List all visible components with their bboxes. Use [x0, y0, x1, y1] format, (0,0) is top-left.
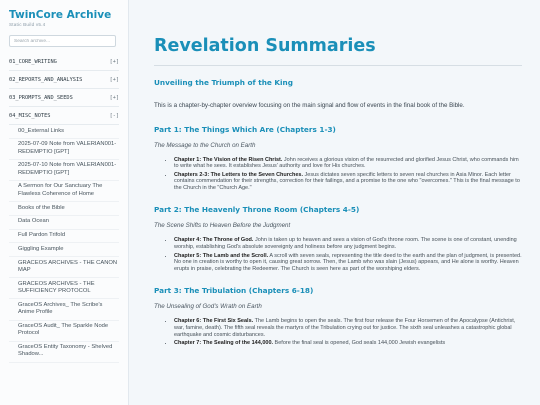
- chapter-list: [154, 157, 522, 192]
- chapter-item: [174, 172, 522, 192]
- chapter-list: [154, 318, 522, 346]
- main-content: [129, 0, 540, 405]
- note-link[interactable]: GraceOS Audit_ The Sparkle Node Protocol: [9, 321, 119, 342]
- sidebar-section-label: 02_REPORTS_AND_ANALYSIS: [9, 76, 83, 83]
- note-link[interactable]: 2025-07-09 Note from VALERIAN001-REDEMPTIO [GPT]: [9, 139, 119, 160]
- sidebar-section-1[interactable]: [9, 53, 119, 71]
- chapter-title: Chapter 1: The Vision of the Risen Christ.: [174, 156, 283, 163]
- chapter-title: Chapter 4: The Throne of God.: [174, 237, 254, 244]
- expand-toggle[interactable]: [+]: [109, 76, 119, 83]
- sidebar: [0, 0, 129, 405]
- chapter-item: [174, 237, 522, 250]
- page-title: Revelation Summaries: [154, 36, 376, 56]
- part-subtitle: The Message to the Church on Earth: [154, 141, 256, 149]
- part-subtitle: The Scene Shifts to Heaven Before the Judgment: [154, 222, 291, 230]
- sidebar-section-label: 03_PROMPTS_AND_SEEDS: [9, 94, 73, 101]
- part-heading: Part 2: The Heavenly Throne Room (Chapters 4-5): [154, 205, 360, 215]
- app-title[interactable]: TwinCore Archive: [9, 9, 112, 21]
- note-link[interactable]: Data Ocean: [9, 216, 119, 230]
- chapter-title: Chapter 5: The Lamb and the Scroll.: [174, 252, 269, 259]
- chapter-summary: Before the final seal is opened, God seals 144,000 Jewish evangelists: [273, 340, 446, 347]
- section-list: [0, 53, 128, 125]
- intro-paragraph: This is a chapter-by-chapter overview focusing on the main signal and flow of events in the final book of the Bible.: [154, 102, 465, 109]
- note-link[interactable]: GraceOS Archives_ The Scribe's Anime Profile: [9, 299, 119, 320]
- note-link[interactable]: GraceOS Entity Taxonomy - Shelved Shadow...: [9, 342, 119, 363]
- chapter-item: [174, 318, 522, 338]
- note-link[interactable]: Books of the Bible: [9, 202, 119, 216]
- note-link[interactable]: GRACEOS ARCHIVES - THE CANON MAP: [9, 257, 119, 278]
- chapter-item: [174, 340, 522, 347]
- search-input[interactable]: [9, 35, 116, 47]
- divider: [154, 65, 522, 66]
- part-subtitle: The Unsealing of God's Wrath on Earth: [154, 303, 262, 311]
- chapter-summary: John is taken up to heaven and sees a vision of God's throne room. The scene is one of constant, unending worship, establishing God's absolute sovereignty and holiness before any judgment begins.: [174, 237, 517, 251]
- section-heading: Unveiling the Triumph of the King: [154, 78, 293, 87]
- sidebar-section-2[interactable]: [9, 71, 119, 89]
- note-link[interactable]: Giggling Example: [9, 243, 119, 257]
- expand-toggle[interactable]: [-]: [109, 112, 119, 119]
- sidebar-section-label: 04_MISC_NOTES: [9, 112, 51, 119]
- note-link[interactable]: Full Pardon Trifold: [9, 230, 119, 244]
- chapter-summary: John receives a glorious vision of the resurrected and glorified Jesus Christ, who commands him to write what he sees. It establishes Jesus' authority and love for His churches.: [174, 156, 519, 170]
- note-link[interactable]: 2025-07-10 Note from VALERIAN001-REDEMPTIO [GPT]: [9, 160, 119, 181]
- chapter-title: Chapters 2-3: The Letters to the Seven Churches.: [174, 171, 303, 178]
- sidebar-section-label: 01_CORE_WRITING: [9, 58, 57, 65]
- chapter-summary: Jesus dictates seven specific letters to seven real churches in Asia Minor. Each letter contains commendation for their strengths, correction for their failings, and a promise to the one who "overcomes." This is the final message to the Church in the "Church Age.": [174, 171, 520, 191]
- chapter-title: Chapter 7: The Sealing of the 144,000.: [174, 340, 274, 347]
- expand-toggle[interactable]: [+]: [109, 94, 119, 101]
- chapter-title: Chapter 6: The First Six Seals.: [174, 318, 254, 325]
- chapter-item: [174, 253, 522, 273]
- note-link[interactable]: 00_External Links: [9, 125, 119, 139]
- chapter-summary: A scroll with seven seals, representing the title deed to the earth and the plan of judgment, is presented. No one in creation is worthy to open it, causing great sorrow. Then, the Lamb who was slain (Jesus) appears, and He alone is worthy. Heaven erupts in praise, celebrating the Redeemer. The Church is seen here as part of the worshiping elders.: [174, 252, 522, 272]
- part-heading: Part 1: The Things Which Are (Chapters 1-3): [154, 124, 336, 134]
- brand: [0, 0, 128, 27]
- note-link[interactable]: A Sermon for Our Sanctuary The Flawless Coherence of Home: [9, 181, 119, 202]
- sidebar-section-4[interactable]: [9, 107, 119, 125]
- chapter-item: [174, 157, 522, 170]
- note-link[interactable]: GRACEOS ARCHIVES - THE SUFFICIENCY PROTOCOL: [9, 278, 119, 299]
- app-version: Static Build v5.4: [9, 22, 46, 27]
- sidebar-section-3[interactable]: [9, 89, 119, 107]
- note-list: [9, 125, 119, 363]
- chapter-summary: The Lamb begins to open the seals. The first four release the Four Horsemen of the Apocalypse (Antichrist, war, famine, death). The fifth seal reveals the martyrs of the Tribulation crying out for justice. The sixth seal unleashes a catastrophic global earthquake and cosmic disturbances.: [174, 318, 516, 338]
- chapter-list: [154, 237, 522, 272]
- parts-container: [154, 125, 522, 347]
- part-heading: Part 3: The Tribulation (Chapters 6-18): [154, 286, 314, 296]
- expand-toggle[interactable]: [+]: [109, 58, 119, 65]
